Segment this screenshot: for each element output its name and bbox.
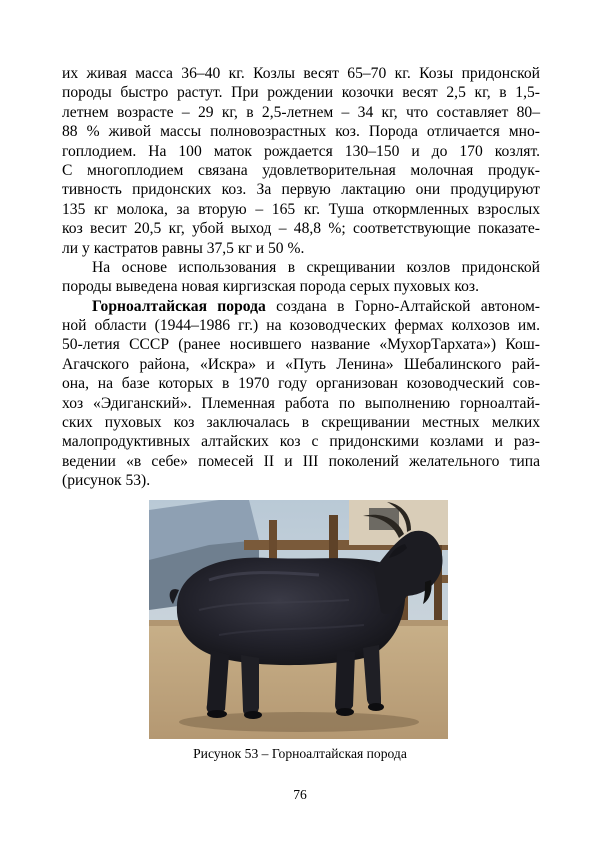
text-line: 135 кг молока, за вторую – 165 кг. Туша откормленных взрослых [62,200,540,218]
text-line: коз весит 20,5 кг, убой выход – 48,8 %; соответствующие показате- [62,220,540,238]
text-line: На основе использования в скрещивании козлов придонской [92,258,540,276]
page-number: 76 [293,787,307,802]
text-line: 50-летия СССР (ранее носившего название «МухорТархата») Кош- [62,336,540,354]
text-line: она, на базе которых в 1970 году организован козоводческий сов- [62,375,540,393]
text-run: создана в Горно-Алтайской автоном- [265,297,541,315]
goat-photo [149,500,448,739]
text-line [62,297,540,316]
text-line: 88 % живой массы полновозрастных коз. Порода отличается мно- [62,123,540,141]
text-line: (рисунок 53). [62,472,151,490]
text-line: их живая масса 36–40 кг. Козлы весят 65–70 кг. Козы придонской [62,65,540,82]
text-line: тивность придонских коз. За первую лактацию они продуцируют [62,181,540,199]
text-line: породы выведена новая киргизская порода серых пуховых коз. [62,278,479,296]
text-line: хоз «Эдиганский». Племенная работа по выполнению горноалтай- [62,394,540,412]
body-text [62,64,540,491]
text-line: породы быстро растут. При рождении козочки весят 2,5 кг, в 1,5- [62,84,540,102]
figure-caption: Рисунок 53 – Горноалтайская порода [193,746,407,761]
text-line: гоплодием. На 100 маток рождается 130–150 и до 170 козлят. [62,142,540,160]
breed-name-heading: Горноалтайская порода [92,297,266,315]
text-line: летнем возрасте – 29 кг, в 2,5-летнем – 34 кг, что составляет 80– [62,103,540,121]
text-line: ведении «в себе» помесей II и III поколений желательного типа [62,452,540,470]
text-line: С многоплодием связана удовлетворительная молочная продук- [62,161,540,179]
text-line: Агачского района, «Искра» и «Путь Ленина» Шебалинского рай- [62,355,540,373]
text-line: малопродуктивных алтайских коз с придонскими козлами и раз- [62,433,540,451]
text-line: ских пуховых коз заключалась в скрещивании местных мелких [62,414,540,432]
text-line: ли у кастратов равны 37,5 кг и 50 %. [62,239,305,257]
text-line: ной области (1944–1986 гг.) на козоводческих фермах колхозов им. [62,317,540,335]
